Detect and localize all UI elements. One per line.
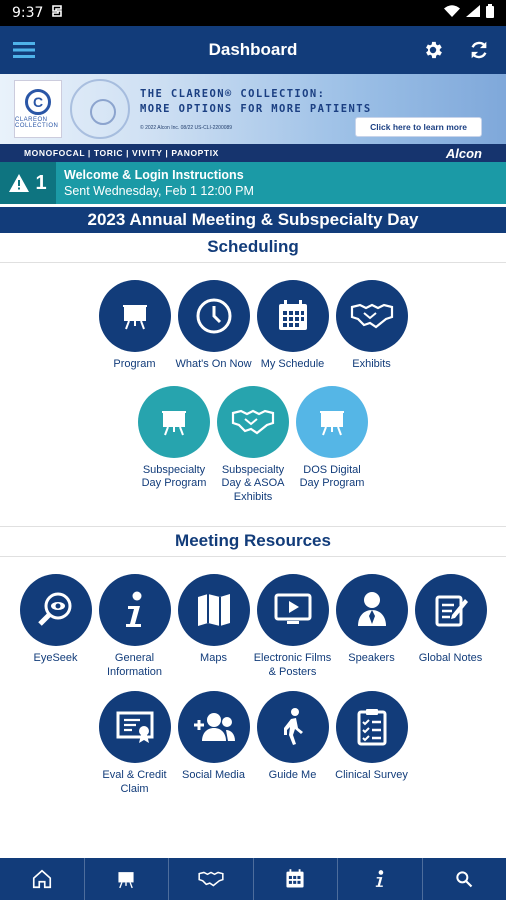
tile-clinical-survey[interactable]: Clinical Survey <box>332 691 411 796</box>
people-add-icon <box>178 691 250 763</box>
monitor-play-icon <box>257 574 329 646</box>
handshake-icon <box>217 386 289 458</box>
sync-status-icon <box>51 4 63 22</box>
tile-guide-me[interactable]: Guide Me <box>253 691 332 796</box>
speaker-icon <box>336 574 408 646</box>
easel-icon <box>138 386 210 458</box>
status-bar <box>0 0 506 26</box>
page-title: Dashboard <box>208 40 298 59</box>
tile-social-media[interactable]: Social Media <box>174 691 253 796</box>
tile-exhibits[interactable]: Exhibits <box>332 280 411 372</box>
tile-global-notes[interactable]: Global Notes <box>411 574 490 679</box>
banner-headline-1: THE CLAREON® COLLECTION: <box>140 88 326 100</box>
walking-icon <box>257 691 329 763</box>
signal-icon <box>466 5 480 21</box>
nav-exhibits[interactable] <box>169 858 254 900</box>
menu-button[interactable] <box>0 26 48 74</box>
alcon-logo: Alcon <box>445 145 482 161</box>
tile-my-schedule[interactable]: My Schedule <box>253 280 332 372</box>
tile-electronic-films-posters[interactable]: Electronic Films & Posters <box>253 574 332 679</box>
eye-search-icon <box>20 574 92 646</box>
clock-icon <box>178 280 250 352</box>
tile-general-information[interactable]: General Information <box>95 574 174 679</box>
easel-icon <box>115 868 137 890</box>
hamburger-icon <box>13 42 35 58</box>
eye-lens-graphic <box>70 79 130 139</box>
nav-home[interactable] <box>0 858 85 900</box>
banner-fine-print: © 2022 Alcon Inc. 08/22 US-CLI-2200089 <box>140 125 233 131</box>
gear-icon <box>422 39 444 61</box>
easel-icon <box>99 280 171 352</box>
tile-whats-on-now[interactable]: What's On Now <box>174 280 253 372</box>
refresh-icon <box>468 39 490 61</box>
handshake-icon <box>336 280 408 352</box>
section-title-meeting-resources: Meeting Resources <box>0 527 506 557</box>
alert-sent-time: Sent Wednesday, Feb 1 12:00 PM <box>64 184 254 198</box>
nav-schedule[interactable] <box>254 858 339 900</box>
app-bar <box>0 26 506 74</box>
clareon-logo: C CLAREON COLLECTION <box>14 80 62 138</box>
settings-button[interactable] <box>414 31 452 69</box>
info-icon <box>373 868 387 890</box>
banner-cta-button[interactable]: Click here to learn more <box>355 117 482 137</box>
ad-banner[interactable] <box>0 74 506 162</box>
section-title-scheduling: Scheduling <box>0 233 506 263</box>
bottom-nav <box>0 858 506 900</box>
map-icon <box>178 574 250 646</box>
easel-icon <box>296 386 368 458</box>
notes-icon <box>415 574 487 646</box>
checklist-icon <box>336 691 408 763</box>
refresh-button[interactable] <box>460 31 498 69</box>
nav-info[interactable] <box>338 858 423 900</box>
battery-icon <box>486 4 494 22</box>
tile-subspecialty-day-program[interactable]: Subspecialty Day Program <box>135 386 214 505</box>
nav-program[interactable] <box>85 858 170 900</box>
banner-headline-2: MORE OPTIONS FOR MORE PATIENTS <box>140 103 372 115</box>
wifi-icon <box>444 5 460 21</box>
alert-title: Welcome & Login Instructions <box>64 168 244 182</box>
notification-alert[interactable] <box>0 162 506 204</box>
nav-search[interactable] <box>423 858 506 900</box>
home-icon <box>31 868 53 890</box>
tile-maps[interactable]: Maps <box>174 574 253 679</box>
status-time: 9:37 <box>12 5 44 21</box>
tile-eval-credit-claim[interactable]: Eval & Credit Claim <box>95 691 174 796</box>
search-icon <box>454 869 474 889</box>
tile-eyeseek[interactable]: EyeSeek <box>16 574 95 679</box>
calendar-icon <box>257 280 329 352</box>
alert-count: 1 <box>0 162 56 204</box>
handshake-icon <box>198 870 224 888</box>
meeting-title: 2023 Annual Meeting & Subspecialty Day <box>0 207 506 233</box>
tile-program[interactable]: Program <box>95 280 174 372</box>
tile-subspecialty-asoa-exhibits[interactable]: Subspecialty Day & ASOA Exhibits <box>214 386 293 505</box>
tile-dos-digital-day-program[interactable]: DOS Digital Day Program <box>293 386 372 505</box>
warning-icon <box>9 174 29 192</box>
calendar-icon <box>284 868 306 890</box>
certificate-icon <box>99 691 171 763</box>
banner-strip <box>0 144 506 162</box>
banner-products: MONOFOCAL | TORIC | VIVITY | PANOPTIX <box>24 148 219 158</box>
info-icon <box>99 574 171 646</box>
tile-speakers[interactable]: Speakers <box>332 574 411 679</box>
